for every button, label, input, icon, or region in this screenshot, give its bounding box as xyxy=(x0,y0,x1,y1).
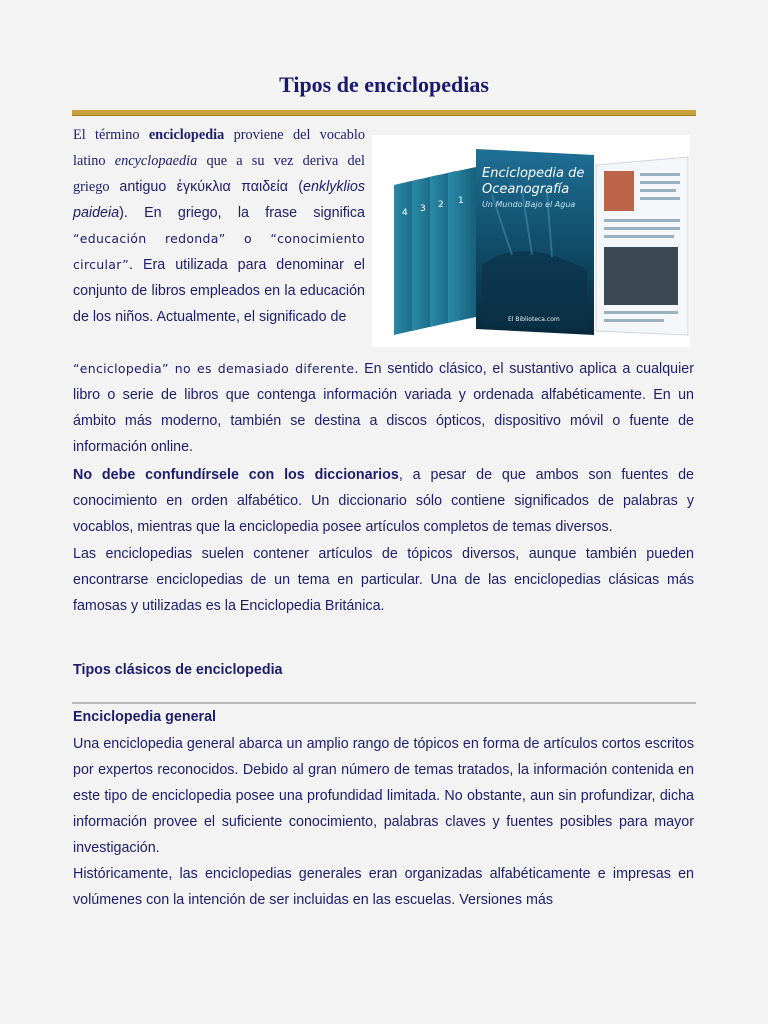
intro-quote: “educación redonda” o “conocimiento circular” xyxy=(73,231,365,272)
intro-text-6: Actualmente, el significado de xyxy=(156,309,347,325)
para1-text: . En sentido clásico, el sustantivo aplica a cualquier libro o serie de libros que contenga información variada y ordenada alfabéticamente. En un ámbito más moderno, también se destina a discos ópticos, dispositivo móvil o fuente de información online. xyxy=(73,361,694,455)
intro-text-1: El término xyxy=(73,127,149,143)
intro-text-4: ). En griego, la frase significa xyxy=(119,205,365,221)
spine-number-2: 2 xyxy=(438,200,444,210)
spine-number-1: 1 xyxy=(458,196,464,206)
intro-text-2: proviene del vocablo latino xyxy=(73,127,365,169)
intro-text-5: . Era utilizada para denominar el conjunto de libros empleados en la educación de los niños. xyxy=(73,257,365,325)
paragraph-dictionaries xyxy=(73,462,694,540)
intro-transliteration: enklyklios paideia xyxy=(73,179,365,221)
paragraph-general xyxy=(73,731,694,861)
para1-quote: “enciclopedia” no es demasiado diferente xyxy=(73,361,355,376)
intro-term: enciclopedia xyxy=(148,127,225,143)
book-cover xyxy=(476,149,594,335)
title-divider xyxy=(72,110,696,116)
section-heading-types: Tipos clásicos de enciclopedia xyxy=(73,662,283,678)
cover-title-line2: Oceanografía xyxy=(482,182,570,197)
page-title: Tipos de enciclopedias xyxy=(279,72,489,97)
book-spines xyxy=(394,167,476,335)
intro-text-3: que a su vez deriva del griego xyxy=(73,153,365,195)
subsection-heading-general: Enciclopedia general xyxy=(73,709,217,725)
paragraph-meaning xyxy=(73,356,694,460)
intro-greek: antiguo ἐγκύκλια παιδεία ( xyxy=(119,179,304,195)
para2-text: , a pesar de que ambos son fuentes de conocimiento en orden alfabético. Un diccionario sólo contiene significados de palabras y vocablos, mientras que la enciclopedia posee artículos completos de temas diversos. xyxy=(73,467,695,535)
encyclopedia-illustration xyxy=(372,135,690,347)
intro-latin-term: encyclopaedia xyxy=(114,153,198,169)
section-divider xyxy=(72,702,696,704)
intro-paragraph xyxy=(73,122,365,330)
para2-bold: No debe confundírsele con los diccionarios xyxy=(73,467,399,483)
open-page xyxy=(596,157,688,335)
encyclopedia-image xyxy=(372,135,690,347)
cover-publisher: El Biblioteca.com xyxy=(508,316,560,323)
para3-text: Las enciclopedias suelen contener artículos de tópicos diversos, aunque también pueden encontrarse enciclopedias de un tema en particular. Una de las enciclopedias clásicas más famosas y utilizadas es la Enciclopedia Británica. xyxy=(73,546,694,614)
cover-subtitle: Un Mundo Bajo el Agua xyxy=(482,200,576,209)
para4-text: Una enciclopedia general abarca un amplio rango de tópicos en forma de artículos cortos escritos por expertos reconocidos. Debido al gran número de temas tratados, la información contenida en este tipo de enciclopedia posee una profundidad limitada. No obstante, aun sin profundizar, dicha información provee el suficiente conocimiento, palabras claves y fuentes posibles para mayor investigación. xyxy=(73,736,694,856)
spine-number-3: 3 xyxy=(420,204,426,214)
paragraph-topics xyxy=(73,541,694,619)
cover-title-line1: Enciclopedia de xyxy=(482,166,585,181)
spine-number-4: 4 xyxy=(402,208,408,218)
para5-text: Históricamente, las enciclopedias generales eran organizadas alfabéticamente e impresas en volúmenes con la intención de ser incluidas en las escuelas. Versiones más xyxy=(73,866,694,908)
paragraph-history xyxy=(73,861,694,913)
